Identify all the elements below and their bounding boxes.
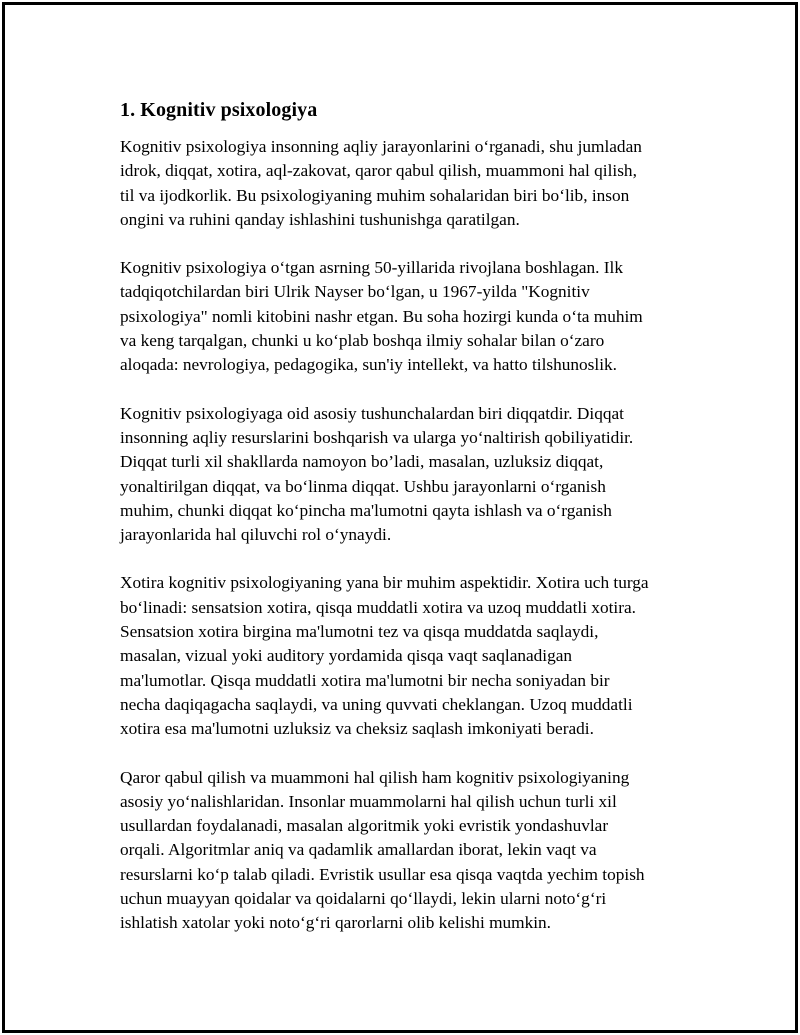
text-line: Qaror qabul qilish va muammoni hal qilish ham kognitiv psixologiyaning — [120, 767, 630, 787]
text-line: psixologiya" nomli kitobini nashr etgan. Bu soha hozirgi kunda o‘ta muhim — [120, 306, 643, 326]
text-line: uchun muayyan qoidalar va qoidalarni qo‘llaydi, lekin ularni noto‘g‘ri — [120, 889, 607, 909]
text-line: insonning aqliy resurslarini boshqarish va ularga yo‘naltirish qobiliyatidir. — [120, 427, 634, 447]
text-line: Xotira kognitiv psixologiyaning yana bir muhim aspektidir. Xotira uch turga — [120, 573, 649, 593]
text-line: va keng tarqalgan, chunki u ko‘plab boshqa ilmiy sohalar bilan o‘zaro — [120, 331, 605, 351]
text-line: Kognitiv psixologiya o‘tgan asrning 50-yillarida rivojlana boshlagan. Ilk — [120, 258, 623, 278]
text-line: aloqada: nevrologiya, pedagogika, sun'iy intellekt, va hatto tilshunoslik. — [120, 355, 617, 375]
text-line: yonaltirilgan diqqat, va bo‘linma diqqat. Ushbu jarayonlarni o‘rganish — [120, 476, 606, 496]
paragraph-decision-making — [120, 766, 690, 936]
document-body — [120, 97, 690, 960]
text-line: asosiy yo‘nalishlaridan. Insonlar muammolarni hal qilish uchun turli xil — [120, 791, 617, 811]
text-line: ongini va ruhini qanday ishlashini tushunishga qaratilgan. — [120, 209, 520, 229]
section-heading: 1. Kognitiv psixologiya — [120, 99, 318, 121]
text-line: orqali. Algoritmlar aniq va qadamlik amallardan iborat, lekin vaqt va — [120, 840, 597, 860]
text-line: usullardan foydalanadi, masalan algoritmik yoki evristik yondashuvlar — [120, 816, 609, 836]
paragraph-memory — [120, 571, 690, 741]
text-line: til va ijodkorlik. Bu psixologiyaning muhim sohalaridan biri bo‘lib, inson — [120, 185, 630, 205]
text-line: Kognitiv psixologiya insonning aqliy jarayonlarini o‘rganadi, shu jumladan — [120, 137, 642, 156]
text-line: idrok, diqqat, xotira, aql-zakovat, qaror qabul qilish, muammoni hal qilish, — [120, 161, 637, 181]
text-line: Kognitiv psixologiyaga oid asosiy tushunchalardan biri diqqatdir. Diqqat — [120, 403, 624, 423]
page-frame — [2, 2, 798, 1033]
text-line: necha daqiqagacha saqlaydi, va uning quvvati cheklangan. Uzoq muddatli — [120, 694, 633, 714]
text-line: ma'lumotlar. Qisqa muddatli xotira ma'lumotni bir necha soniyadan bir — [120, 670, 610, 690]
text-line: bo‘linadi: sensatsion xotira, qisqa muddatli xotira va uzoq muddatli xotira. — [120, 597, 636, 617]
text-line: tadqiqotchilardan biri Ulrik Nayser bo‘lgan, u 1967-yilda "Kognitiv — [120, 282, 590, 302]
text-line: Sensatsion xotira birgina ma'lumotni tez va qisqa muddatda saqlaydi, — [120, 622, 599, 642]
paragraph-attention — [120, 402, 690, 548]
text-line: resurslarni ko‘p talab qiladi. Evristik usullar esa qisqa vaqtda yechim topish — [120, 864, 645, 884]
paragraph-history — [120, 256, 690, 377]
text-line: Diqqat turli xil shakllarda namoyon bo’ladi, masalan, uzluksiz diqqat, — [120, 452, 604, 472]
text-line: masalan, vizual yoki auditory yordamida qisqa vaqt saqlanadigan — [120, 646, 573, 666]
text-line: muhim, chunki diqqat ko‘pincha ma'lumotni qayta ishlash va o‘rganish — [120, 500, 612, 520]
text-line: ishlatish xatolar yoki noto‘g‘ri qarorlarni olib kelishi mumkin. — [120, 913, 552, 933]
text-line: jarayonlarida hal qiluvchi rol o‘ynaydi. — [120, 525, 392, 545]
text-line: xotira esa ma'lumotni uzluksiz va cheksiz saqlash imkoniyati beradi. — [120, 719, 594, 739]
paragraph-intro — [120, 135, 690, 232]
